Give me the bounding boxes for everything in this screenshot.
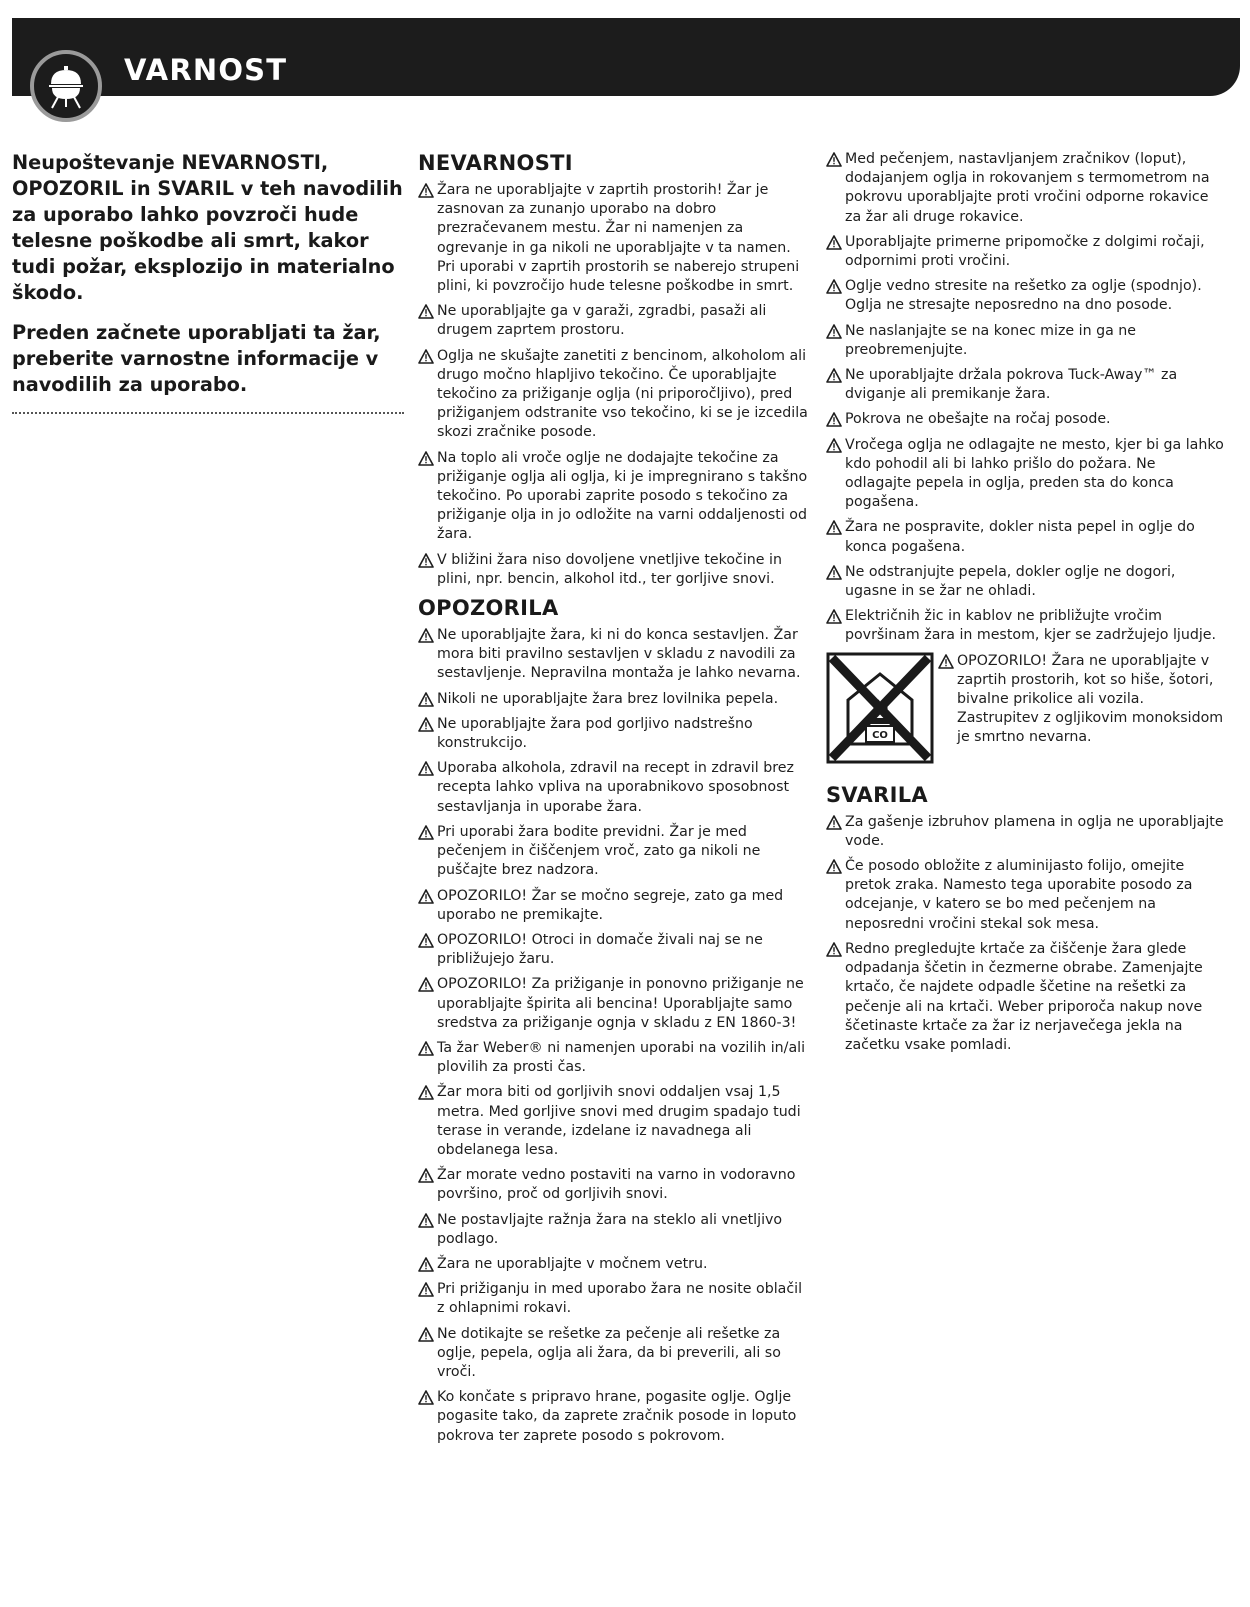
middle-column [418, 150, 810, 1452]
warning-item [418, 347, 810, 443]
warning-item [826, 813, 1226, 851]
warning-item [418, 1083, 810, 1160]
warning-text: Žar morate vedno postaviti na varno in vodoravno površino, proč od gorljivih snovi. [437, 1167, 796, 1203]
warning-text: Oglja ne skušajte zanetiti z bencinom, alkoholom ali drugo močno hlapljivo tekočino. Če uporabljajte tekočino za prižiganje oglja (ni priporočljivo), pred prižiganjem odstranite vso tekočino, ki se je izcedila skozi zračnike posode. [437, 347, 808, 441]
warning-triangle-icon [826, 235, 842, 250]
warning-text: OPOZORILO! Žar se močno segreje, zato ga med uporabo ne premikajte. [437, 887, 784, 923]
warning-text: Uporabljajte primerne pripomočke z dolgimi ročaji, odpornimi proti vročini. [845, 233, 1205, 270]
opozorila-continued-list [826, 150, 1226, 646]
warning-triangle-icon [826, 565, 842, 580]
warning-item [418, 975, 810, 1033]
warning-text: Žara ne pospravite, dokler nista pepel in oglje do konca pogašena. [845, 519, 1195, 555]
warning-item [418, 823, 810, 881]
warning-item [826, 277, 1226, 315]
warning-triangle-icon [938, 654, 954, 669]
warning-item [826, 518, 1226, 556]
warning-triangle-icon [418, 977, 434, 992]
warning-text: Redno pregledujte krtače za čiščenje žara glede odpadanja ščetin in čezmerne obrabe. Zamenjajte krtačo, če najdete odpadle ščetine na rešetki za pečenje ali na krtači. Weber priporoča nakup nove ščetinaste krtače za žar iz nerjavečega jekla na začetku vsake pomladi. [845, 940, 1203, 1053]
nevarnosti-list [418, 181, 810, 589]
page-title: VARNOST [124, 53, 288, 87]
co-warning-label: OPOZORILO! Žara ne uporabljajte v zaprtih prostorih, kot so hiše, šotori, bivalne prikolice ali vozila. Zastrupitev z ogljikovim monoksidom je smrtno nevarna. [957, 652, 1224, 746]
intro-paragraph-2: Preden začnete uporabljati ta žar, preberite varnostne informacije v navodilih za uporabo. [12, 321, 381, 396]
warning-item [826, 607, 1226, 645]
warning-text: Nikoli ne uporabljajte žara brez lovilnika pepela. [437, 690, 779, 707]
warning-text: Ne odstranjujte pepela, dokler oglje ne dogori, ugasne in se žar ne ohladi. [845, 563, 1176, 600]
warning-triangle-icon [826, 324, 842, 339]
warning-triangle-icon [418, 628, 434, 643]
warning-text: Žara ne uporabljajte v močnem vetru. [437, 1255, 708, 1272]
warning-text: Žara ne uporabljajte v zaprtih prostorih! Žar je zasnovan za zunanjo uporabo na dobro prezračevanem mestu. Žar ni namenjen za ogrevanje in ga nikoli ne uporabljajte v ta namen. Pri uporabi v zaprtih prostorih se naberejo strupeni plini, ki povzročijo hude telesne poškodbe in smrt. [437, 182, 800, 295]
dotted-divider [12, 412, 404, 414]
intro-column [12, 150, 404, 414]
warning-item [418, 1255, 810, 1274]
kettle-grill-icon [30, 50, 102, 122]
co-label: CO [872, 729, 888, 741]
warning-item [418, 1211, 810, 1249]
warning-triangle-icon [418, 183, 434, 198]
warning-triangle-icon [418, 451, 434, 466]
warning-triangle-icon [826, 520, 842, 535]
warning-text: Ne uporabljajte žara pod gorljivo nadstrešno konstrukcijo. [437, 715, 753, 752]
warning-triangle-icon [418, 1168, 434, 1183]
warning-text: Oglje vedno stresite na rešetko za oglje (spodnjo). Oglja ne stresajte neposredno na dno posode. [845, 278, 1202, 314]
warning-triangle-icon [418, 1390, 434, 1405]
opozorila-list [418, 626, 810, 1446]
warning-text: Na toplo ali vroče oglje ne dodajajte tekočine za prižiganje oglja ali oglja, ki je impregnirano s takšno tekočino. Po uporabi zaprite posodo s tekočino za prižiganje olja in jo odložite na varni oddaljenosti od žara. [437, 449, 808, 543]
warning-triangle-icon [418, 717, 434, 732]
warning-triangle-icon [826, 609, 842, 624]
warning-text: Ne naslanjajte se na konec mize in ga ne preobremenjujte. [845, 322, 1137, 358]
warning-item [418, 931, 810, 969]
warning-item [418, 690, 810, 709]
warning-item [418, 1388, 810, 1446]
svarila-list [826, 813, 1226, 1055]
intro-paragraph-1: Neupoštevanje NEVARNOSTI, OPOZORIL in SVARIL v teh navodilih za uporabo lahko povzroči hude telesne poškodbe ali smrt, kakor tudi požar, eksplozijo in materialno škodo. [12, 151, 403, 304]
warning-text: Ne uporabljajte držala pokrova Tuck-Away™ za dviganje ali premikanje žara. [845, 367, 1178, 403]
warning-text: Za gašenje izbruhov plamena in oglja ne uporabljajte vode. [845, 813, 1224, 849]
warning-text: Pri uporabi žara bodite previdni. Žar je med pečenjem in čiščenjem vroč, zato ga nikoli ne puščajte brez nadzora. [437, 823, 761, 879]
warning-text: Vročega oglja ne odlagajte ne mesto, kjer bi ga lahko kdo pohodil ali bi lahko prišlo do požara. Ne odlagajte pepela in oglja, preden sta do konca pogašena. [845, 436, 1224, 511]
warning-item [418, 1166, 810, 1204]
warning-triangle-icon [418, 889, 434, 904]
section-title-nevarnosti: NEVARNOSTI [418, 151, 573, 175]
warning-triangle-icon [826, 152, 842, 167]
section-title-opozorila: OPOZORILA [418, 596, 559, 621]
warning-triangle-icon [826, 438, 842, 453]
warning-item [418, 626, 810, 684]
warning-triangle-icon [418, 692, 434, 707]
warning-triangle-icon [418, 1213, 434, 1228]
warning-item [826, 322, 1226, 360]
right-column [826, 150, 1226, 1061]
warning-triangle-icon [418, 825, 434, 840]
warning-text: Ko končate s pripravo hrane, pogasite oglje. Oglje pogasite tako, da zaprete zračnik posode in loputo pokrova ter zaprete posodo s pokrovom. [437, 1389, 797, 1444]
warning-triangle-icon [418, 933, 434, 948]
warning-text: OPOZORILO! Otroci in domače živali naj se ne približujejo žaru. [437, 931, 763, 968]
warning-text: V bližini žara niso dovoljene vnetljive tekočine in plini, npr. bencin, alkohol itd., ter gorljive snovi. [437, 551, 782, 587]
warning-triangle-icon [418, 1041, 434, 1056]
warning-triangle-icon [826, 412, 842, 427]
warning-text: Ne dotikajte se rešetke za pečenje ali rešetke za oglje, pepela, oglja ali žara, da bi preverili, ali so vroči. [437, 1325, 781, 1380]
warning-triangle-icon [826, 859, 842, 874]
warning-item [418, 302, 810, 340]
warning-text: Električnih žic in kablov ne približujte vročim površinam žara in mestom, kjer se zadržujejo ljudje. [845, 608, 1217, 644]
warning-text: Pri prižiganju in med uporabo žara ne nosite oblačil z ohlapnimi rokavi. [437, 1281, 803, 1317]
warning-item [418, 887, 810, 925]
co-warning-block [826, 652, 1226, 764]
warning-text: OPOZORILO! Za prižiganje in ponovno prižiganje ne uporabljajte špirita ali bencina! Uporabljajte samo sredstva za prižiganje ognja v skladu z EN 1860-3! [437, 976, 804, 1031]
warning-text: Uporaba alkohola, zdravil na recept in zdravil brez recepta lahko vpliva na uporabnikovo sposobnost sestavljanja in uporabe žara. [437, 760, 794, 815]
warning-item [418, 181, 810, 296]
warning-item [826, 436, 1226, 513]
warning-item [418, 449, 810, 545]
warning-item [418, 759, 810, 817]
no-indoor-use-icon [826, 652, 934, 764]
warning-triangle-icon [418, 1327, 434, 1342]
warning-item [418, 1325, 810, 1383]
warning-item [826, 857, 1226, 934]
warning-item [418, 715, 810, 753]
warning-triangle-icon [826, 942, 842, 957]
section-title-svarila: SVARILA [826, 782, 928, 807]
warning-item [826, 940, 1226, 1055]
warning-item [418, 1039, 810, 1077]
warning-text: Med pečenjem, nastavljanjem zračnikov (loput), dodajanjem oglja in rokovanjem s termometrom na pokrovu uporabljajte proti vročini odporne rokavice za žar ali druge rokavice. [845, 151, 1210, 225]
warning-triangle-icon [418, 1282, 434, 1297]
warning-text: Ta žar Weber® ni namenjen uporabi na vozilih in/ali plovilih za prosti čas. [437, 1039, 806, 1076]
warning-triangle-icon [418, 553, 434, 568]
warning-text: Ne postavljajte ražnja žara na steklo ali vnetljivo podlago. [437, 1211, 783, 1247]
warning-triangle-icon [826, 368, 842, 383]
co-warning-text [938, 652, 1226, 748]
warning-item [826, 563, 1226, 601]
warning-triangle-icon [418, 1085, 434, 1100]
warning-item [418, 551, 810, 589]
warning-item [826, 233, 1226, 271]
warning-item [418, 1280, 810, 1318]
warning-item [826, 150, 1226, 227]
warning-text: Žar mora biti od gorljivih snovi oddaljen vsaj 1,5 metra. Med gorljive snovi med drugim spadajo tudi terase in verande, izdelane iz navadnega ali obdelanega lesa. [437, 1084, 801, 1158]
warning-text: Ne uporabljajte ga v garaži, zgradbi, pasaži ali drugem zaprtem prostoru. [437, 303, 767, 339]
warning-triangle-icon [418, 349, 434, 364]
warning-text: Ne uporabljajte žara, ki ni do konca sestavljen. Žar mora biti pravilno sestavljen v skladu z navodili za sestavljenje. Nepravilna montaža je lahko nevarna. [437, 627, 801, 682]
warning-triangle-icon [418, 761, 434, 776]
warning-text: Pokrova ne obešajte na ročaj posode. [845, 411, 1111, 428]
warning-triangle-icon [826, 815, 842, 830]
warning-item [826, 366, 1226, 404]
warning-triangle-icon [418, 1257, 434, 1272]
warning-text: Če posodo obložite z aluminijasto folijo, omejite pretok zraka. Namesto tega uporabite posodo za odcejanje, v katero se bo med pečenjem na neposredni vročini stekal sok mesa. [845, 858, 1193, 932]
warning-triangle-icon [826, 279, 842, 294]
warning-triangle-icon [418, 304, 434, 319]
warning-item [826, 410, 1226, 429]
